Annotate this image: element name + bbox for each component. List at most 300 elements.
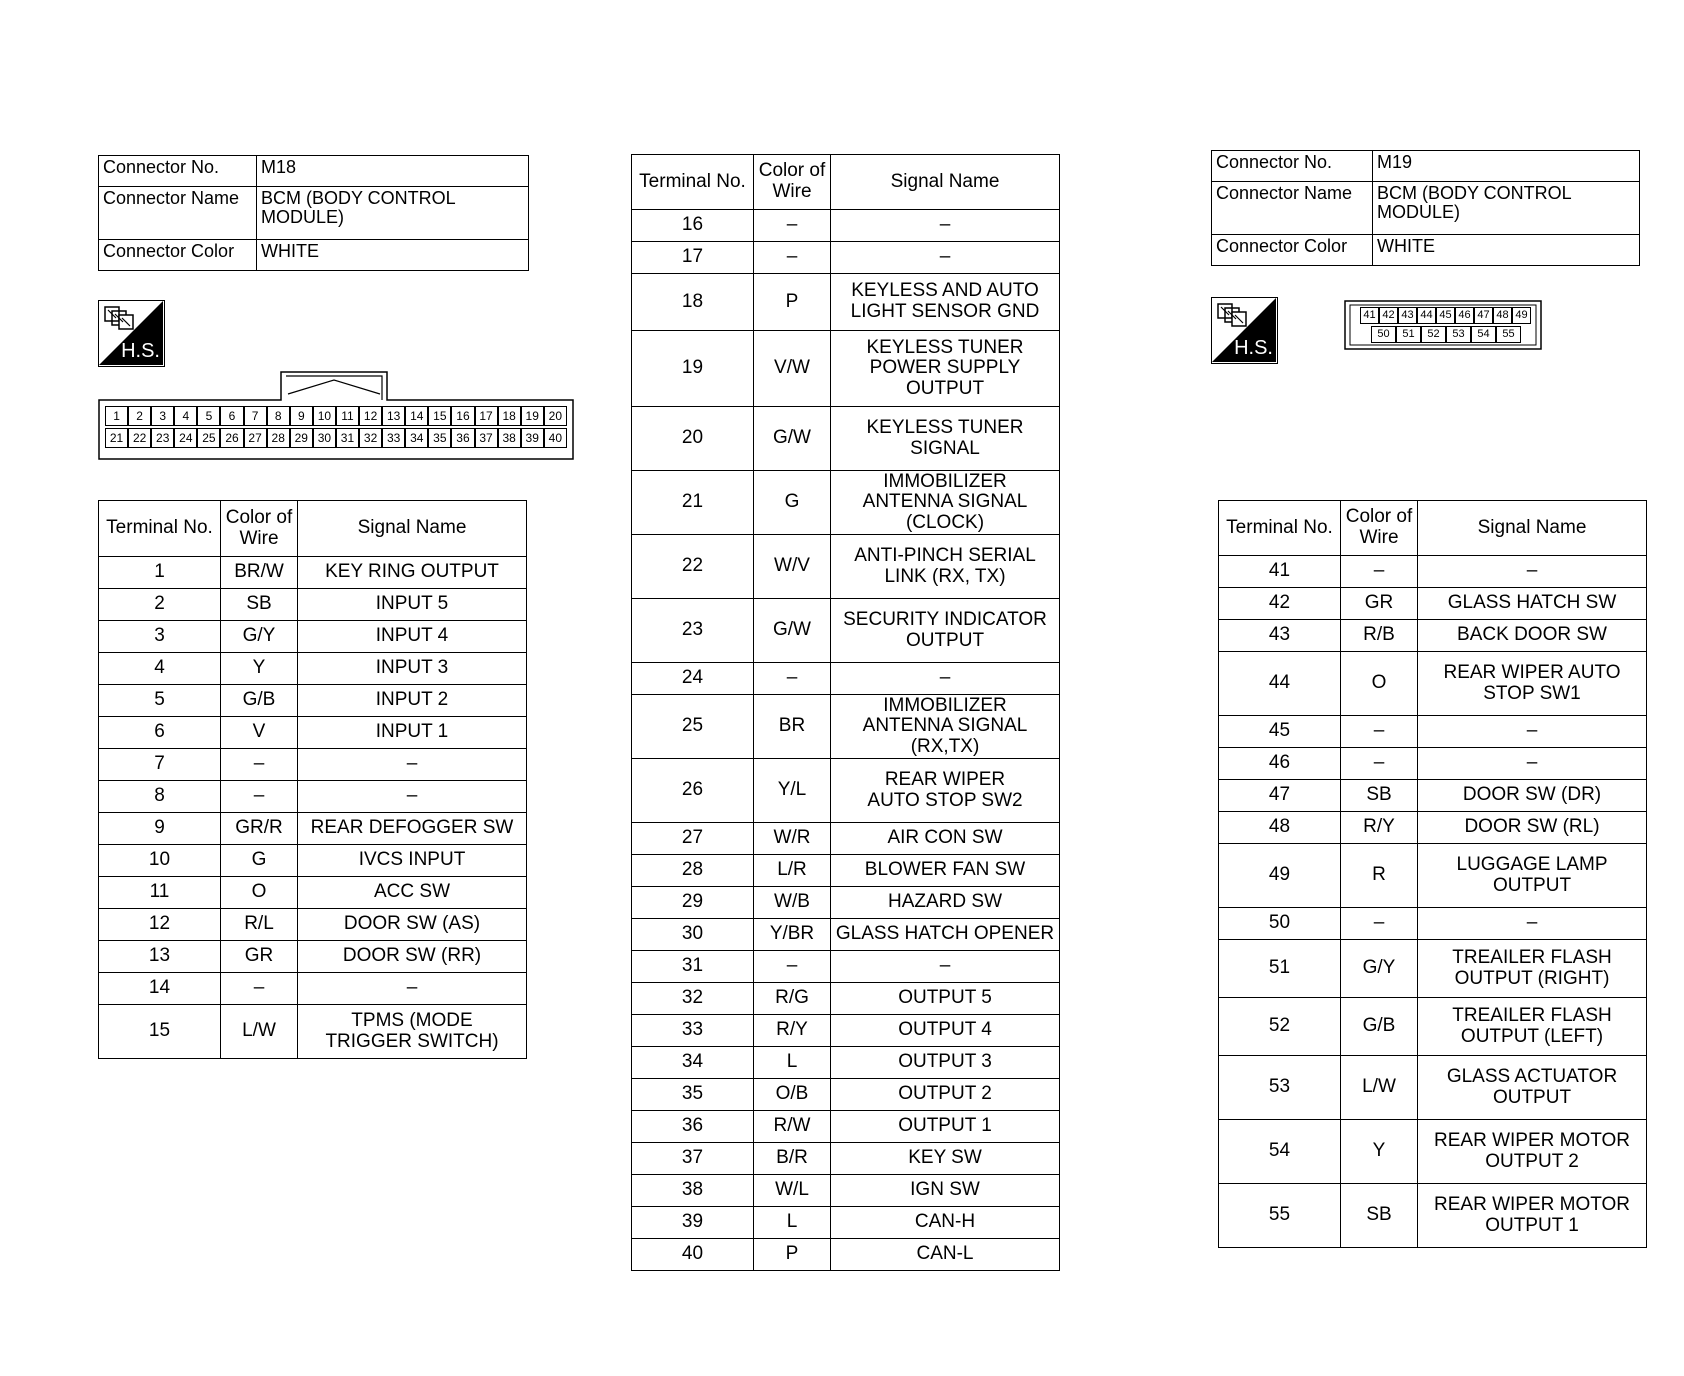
signal-name: KEYLESS AND AUTO LIGHT SENSOR GND: [831, 274, 1060, 331]
pin-cavity: 5: [197, 406, 220, 426]
table-row: [632, 331, 1060, 407]
connector-face-m18: [98, 370, 574, 460]
pin-cavity: 4: [174, 406, 197, 426]
wire-color: Y: [1341, 1120, 1418, 1184]
wire-color: R/Y: [754, 1015, 831, 1047]
signal-name: SECURITY INDICATOR OUTPUT: [831, 599, 1060, 663]
table-row: [632, 695, 1060, 759]
wire-color: Y: [221, 653, 298, 685]
pin-cavity: 7: [244, 406, 267, 426]
terminal-number: 20: [632, 407, 754, 471]
table-row: [632, 1239, 1060, 1271]
pin-cavity: 18: [498, 406, 521, 426]
terminal-number: 19: [632, 331, 754, 407]
signal-name: DOOR SW (RL): [1418, 812, 1647, 844]
terminal-number: 27: [632, 823, 754, 855]
table-row: [1219, 844, 1647, 908]
table-row: [632, 663, 1060, 695]
pin-row-bottom: [105, 428, 567, 448]
terminal-number: 28: [632, 855, 754, 887]
terminal-number: 54: [1219, 1120, 1341, 1184]
pin-cavity: 42: [1379, 307, 1398, 324]
terminal-number: 41: [1219, 556, 1341, 588]
terminal-number: 22: [632, 535, 754, 599]
wire-color: G: [221, 845, 298, 877]
wire-color: BR: [754, 695, 831, 759]
signal-name: KEYLESS TUNER SIGNAL: [831, 407, 1060, 471]
terminal-number: 42: [1219, 588, 1341, 620]
signal-name: CAN-L: [831, 1239, 1060, 1271]
pin-cavity: 3: [151, 406, 174, 426]
connector-info-m19: [1211, 150, 1640, 266]
terminal-number: 1: [99, 557, 221, 589]
table-row: [632, 823, 1060, 855]
pin-cavity: 46: [1455, 307, 1474, 324]
info-value: M19: [1373, 151, 1640, 182]
info-value: WHITE: [257, 240, 529, 271]
wire-color: V/W: [754, 331, 831, 407]
wire-color: W/B: [754, 887, 831, 919]
pin-cavity: 45: [1436, 307, 1455, 324]
signal-name: –: [1418, 556, 1647, 588]
table-row: [632, 983, 1060, 1015]
pin-cavity: 35: [428, 428, 451, 448]
terminal-number: 47: [1219, 780, 1341, 812]
pin-cavity: 26: [220, 428, 243, 448]
table-row: [632, 210, 1060, 242]
table-row: [1219, 940, 1647, 998]
pin-cavity: 54: [1471, 326, 1496, 343]
connector-info-row: [99, 156, 529, 187]
info-label: Connector No.: [99, 156, 257, 187]
table-row: [99, 685, 527, 717]
pin-cavity: 28: [267, 428, 290, 448]
pin-cavity: 21: [105, 428, 128, 448]
pin-cavity: 48: [1493, 307, 1512, 324]
terminal-number: 4: [99, 653, 221, 685]
pin-cavity: 41: [1360, 307, 1379, 324]
signal-name: TREAILER FLASH OUTPUT (LEFT): [1418, 998, 1647, 1056]
table-row: [632, 951, 1060, 983]
terminal-number: 51: [1219, 940, 1341, 998]
wire-color: G/Y: [221, 621, 298, 653]
table-row: [1219, 1184, 1647, 1248]
pin-cavity: 8: [267, 406, 290, 426]
table-row: [99, 973, 527, 1005]
pin-row-bottom: [1371, 326, 1521, 343]
wire-color: SB: [221, 589, 298, 621]
table-row: [632, 1143, 1060, 1175]
pin-cavity: 55: [1496, 326, 1521, 343]
pin-cavity: 25: [197, 428, 220, 448]
terminal-number: 10: [99, 845, 221, 877]
terminal-number: 34: [632, 1047, 754, 1079]
signal-name: INPUT 3: [298, 653, 527, 685]
table-row: [99, 845, 527, 877]
pin-cavity: 9: [290, 406, 313, 426]
header-signal: Signal Name: [1418, 501, 1647, 556]
terminal-number: 39: [632, 1207, 754, 1239]
terminal-number: 21: [632, 471, 754, 535]
table-row: [632, 1047, 1060, 1079]
wire-color: SB: [1341, 780, 1418, 812]
pin-cavity: 17: [475, 406, 498, 426]
terminal-number: 45: [1219, 716, 1341, 748]
connector-info-m18: [98, 155, 529, 271]
terminal-number: 23: [632, 599, 754, 663]
table-row: [1219, 620, 1647, 652]
terminal-number: 8: [99, 781, 221, 813]
signal-name: IGN SW: [831, 1175, 1060, 1207]
table-row: [99, 653, 527, 685]
info-value: M18: [257, 156, 529, 187]
signal-name: –: [831, 242, 1060, 274]
signal-name: REAR WIPER MOTOR OUTPUT 1: [1418, 1184, 1647, 1248]
table-row: [632, 1207, 1060, 1239]
signal-name: BLOWER FAN SW: [831, 855, 1060, 887]
pin-cavity: 12: [359, 406, 382, 426]
table-row: [99, 557, 527, 589]
hs-label: H.S.: [121, 340, 160, 362]
table-row: [1219, 1056, 1647, 1120]
wire-color: L: [754, 1047, 831, 1079]
terminal-table-m19: [1218, 500, 1647, 1248]
wire-color: Y/L: [754, 759, 831, 823]
wire-color: –: [754, 951, 831, 983]
signal-name: REAR DEFOGGER SW: [298, 813, 527, 845]
connector-info-row: [99, 240, 529, 271]
table-row: [632, 919, 1060, 951]
wire-color: G/W: [754, 407, 831, 471]
wire-color: O: [221, 877, 298, 909]
table-row: [632, 274, 1060, 331]
terminal-number: 50: [1219, 908, 1341, 940]
table-row: [1219, 748, 1647, 780]
pin-cavity: 33: [382, 428, 405, 448]
wire-color: –: [1341, 556, 1418, 588]
terminal-number: 2: [99, 589, 221, 621]
table-row: [99, 717, 527, 749]
signal-name: KEYLESS TUNER POWER SUPPLY OUTPUT: [831, 331, 1060, 407]
wire-color: –: [221, 973, 298, 1005]
wire-color: –: [1341, 908, 1418, 940]
wire-color: R/L: [221, 909, 298, 941]
terminal-number: 32: [632, 983, 754, 1015]
table-row: [632, 471, 1060, 535]
wire-color: –: [754, 210, 831, 242]
terminal-table-m18-part1: [98, 500, 527, 1059]
pin-cavity: 24: [174, 428, 197, 448]
terminal-number: 6: [99, 717, 221, 749]
terminal-number: 14: [99, 973, 221, 1005]
wire-color: R/Y: [1341, 812, 1418, 844]
signal-name: IMMOBILIZER ANTENNA SIGNAL (RX,TX): [831, 695, 1060, 759]
terminal-number: 55: [1219, 1184, 1341, 1248]
signal-name: BACK DOOR SW: [1418, 620, 1647, 652]
wire-color: GR: [1341, 588, 1418, 620]
terminal-number: 37: [632, 1143, 754, 1175]
wire-color: GR/R: [221, 813, 298, 845]
table-row: [1219, 1120, 1647, 1184]
pin-cavity: 29: [290, 428, 313, 448]
signal-name: DOOR SW (AS): [298, 909, 527, 941]
info-label: Connector Name: [1212, 182, 1373, 235]
wire-color: G/Y: [1341, 940, 1418, 998]
table-row: [632, 1175, 1060, 1207]
pin-cavity: 1: [105, 406, 128, 426]
signal-name: LUGGAGE LAMP OUTPUT: [1418, 844, 1647, 908]
header-terminal: Terminal No.: [99, 501, 221, 557]
wire-color: Y/BR: [754, 919, 831, 951]
table-row: [1219, 588, 1647, 620]
pin-cavity: 27: [244, 428, 267, 448]
signal-name: KEY SW: [831, 1143, 1060, 1175]
wire-color: R/B: [1341, 620, 1418, 652]
terminal-number: 24: [632, 663, 754, 695]
wire-color: W/V: [754, 535, 831, 599]
table-row: [99, 941, 527, 973]
info-value: BCM (BODY CONTROL MODULE): [257, 187, 529, 240]
terminal-number: 36: [632, 1111, 754, 1143]
connector-info-row: [1212, 235, 1640, 266]
signal-name: INPUT 2: [298, 685, 527, 717]
wire-color: L/R: [754, 855, 831, 887]
signal-name: DOOR SW (DR): [1418, 780, 1647, 812]
wire-color: SB: [1341, 1184, 1418, 1248]
table-header-row: [632, 155, 1060, 210]
signal-name: TREAILER FLASH OUTPUT (RIGHT): [1418, 940, 1647, 998]
connector-info-row: [1212, 182, 1640, 235]
pin-cavity: 2: [128, 406, 151, 426]
terminal-number: 53: [1219, 1056, 1341, 1120]
signal-name: –: [298, 781, 527, 813]
signal-name: IMMOBILIZER ANTENNA SIGNAL (CLOCK): [831, 471, 1060, 535]
pin-cavity: 47: [1474, 307, 1493, 324]
pin-cavity: 30: [313, 428, 336, 448]
pin-cavity: 34: [405, 428, 428, 448]
signal-name: –: [1418, 748, 1647, 780]
wire-color: O/B: [754, 1079, 831, 1111]
pin-cavity: 50: [1371, 326, 1396, 343]
wire-color: –: [221, 749, 298, 781]
pin-cavity: 44: [1417, 307, 1436, 324]
terminal-number: 52: [1219, 998, 1341, 1056]
pin-cavity: 31: [336, 428, 359, 448]
signal-name: –: [298, 973, 527, 1005]
signal-name: INPUT 4: [298, 621, 527, 653]
terminal-number: 43: [1219, 620, 1341, 652]
table-header-row: [99, 501, 527, 557]
signal-name: REAR WIPER AUTO STOP SW1: [1418, 652, 1647, 716]
table-row: [1219, 908, 1647, 940]
pin-cavity: 6: [220, 406, 243, 426]
table-row: [632, 1111, 1060, 1143]
terminal-number: 16: [632, 210, 754, 242]
table-row: [99, 1005, 527, 1059]
pin-cavity: 19: [521, 406, 544, 426]
wire-color: G/B: [221, 685, 298, 717]
signal-name: ANTI-PINCH SERIAL LINK (RX, TX): [831, 535, 1060, 599]
signal-name: –: [831, 210, 1060, 242]
signal-name: –: [298, 749, 527, 781]
wire-color: P: [754, 1239, 831, 1271]
wire-color: –: [754, 242, 831, 274]
wire-color: G/B: [1341, 998, 1418, 1056]
signal-name: DOOR SW (RR): [298, 941, 527, 973]
pin-cavity: 23: [151, 428, 174, 448]
table-header-row: [1219, 501, 1647, 556]
terminal-number: 38: [632, 1175, 754, 1207]
terminal-table-m18-part2: [631, 154, 1060, 1271]
terminal-number: 29: [632, 887, 754, 919]
table-row: [1219, 716, 1647, 748]
terminal-number: 9: [99, 813, 221, 845]
connector-face-m19: [1344, 300, 1542, 350]
pin-cavity: 38: [498, 428, 521, 448]
table-row: [1219, 998, 1647, 1056]
header-signal: Signal Name: [831, 155, 1060, 210]
pin-cavity: 13: [382, 406, 405, 426]
wire-color: R: [1341, 844, 1418, 908]
pin-cavity: 40: [544, 428, 567, 448]
table-row: [99, 877, 527, 909]
wire-color: GR: [221, 941, 298, 973]
pin-cavity: 32: [359, 428, 382, 448]
table-row: [99, 589, 527, 621]
signal-name: TPMS (MODE TRIGGER SWITCH): [298, 1005, 527, 1059]
signal-name: AIR CON SW: [831, 823, 1060, 855]
connector-info-row: [1212, 151, 1640, 182]
terminal-number: 13: [99, 941, 221, 973]
info-value: BCM (BODY CONTROL MODULE): [1373, 182, 1640, 235]
terminal-number: 40: [632, 1239, 754, 1271]
terminal-number: 12: [99, 909, 221, 941]
signal-name: OUTPUT 4: [831, 1015, 1060, 1047]
pin-cavity: 22: [128, 428, 151, 448]
table-row: [632, 855, 1060, 887]
info-label: Connector No.: [1212, 151, 1373, 182]
table-row: [99, 781, 527, 813]
info-value: WHITE: [1373, 235, 1640, 266]
pin-cavity: 15: [428, 406, 451, 426]
hs-label: H.S.: [1234, 337, 1273, 359]
table-row: [632, 535, 1060, 599]
table-row: [632, 242, 1060, 274]
terminal-number: 26: [632, 759, 754, 823]
terminal-number: 33: [632, 1015, 754, 1047]
header-color: Color of Wire: [221, 501, 298, 557]
signal-name: GLASS HATCH SW: [1418, 588, 1647, 620]
table-row: [632, 887, 1060, 919]
wire-color: R/W: [754, 1111, 831, 1143]
signal-name: –: [831, 951, 1060, 983]
pin-cavity: 52: [1421, 326, 1446, 343]
pin-cavity: 36: [451, 428, 474, 448]
terminal-number: 7: [99, 749, 221, 781]
terminal-number: 3: [99, 621, 221, 653]
pin-cavity: 37: [475, 428, 498, 448]
terminal-number: 18: [632, 274, 754, 331]
wire-color: L: [754, 1207, 831, 1239]
pin-cavity: 11: [336, 406, 359, 426]
header-color: Color of Wire: [754, 155, 831, 210]
signal-name: OUTPUT 1: [831, 1111, 1060, 1143]
signal-name: ACC SW: [298, 877, 527, 909]
terminal-number: 25: [632, 695, 754, 759]
wire-color: B/R: [754, 1143, 831, 1175]
terminal-number: 5: [99, 685, 221, 717]
header-signal: Signal Name: [298, 501, 527, 557]
info-label: Connector Color: [99, 240, 257, 271]
terminal-number: 46: [1219, 748, 1341, 780]
wire-color: –: [221, 781, 298, 813]
terminal-number: 49: [1219, 844, 1341, 908]
signal-name: –: [831, 663, 1060, 695]
table-row: [99, 749, 527, 781]
table-row: [1219, 652, 1647, 716]
signal-name: GLASS HATCH OPENER: [831, 919, 1060, 951]
signal-name: INPUT 1: [298, 717, 527, 749]
signal-name: IVCS INPUT: [298, 845, 527, 877]
header-color: Color of Wire: [1341, 501, 1418, 556]
signal-name: HAZARD SW: [831, 887, 1060, 919]
signal-name: –: [1418, 716, 1647, 748]
wire-color: P: [754, 274, 831, 331]
terminal-number: 15: [99, 1005, 221, 1059]
pin-cavity: 43: [1398, 307, 1417, 324]
table-row: [632, 1079, 1060, 1111]
terminal-number: 31: [632, 951, 754, 983]
table-row: [632, 599, 1060, 663]
signal-name: OUTPUT 5: [831, 983, 1060, 1015]
terminal-number: 48: [1219, 812, 1341, 844]
pin-row-top: [1360, 307, 1531, 324]
wire-color: W/L: [754, 1175, 831, 1207]
table-row: [99, 909, 527, 941]
pin-cavity: 16: [451, 406, 474, 426]
header-terminal: Terminal No.: [632, 155, 754, 210]
signal-name: –: [1418, 908, 1647, 940]
table-row: [1219, 556, 1647, 588]
signal-name: OUTPUT 3: [831, 1047, 1060, 1079]
table-row: [632, 759, 1060, 823]
signal-name: REAR WIPER AUTO STOP SW2: [831, 759, 1060, 823]
table-row: [632, 1015, 1060, 1047]
pin-cavity: 10: [313, 406, 336, 426]
table-row: [99, 621, 527, 653]
signal-name: CAN-H: [831, 1207, 1060, 1239]
wire-color: O: [1341, 652, 1418, 716]
wire-color: BR/W: [221, 557, 298, 589]
table-row: [1219, 812, 1647, 844]
pin-cavity: 20: [544, 406, 567, 426]
wire-color: W/R: [754, 823, 831, 855]
wire-color: L/W: [1341, 1056, 1418, 1120]
info-label: Connector Name: [99, 187, 257, 240]
terminal-number: 11: [99, 877, 221, 909]
pin-cavity: 53: [1446, 326, 1471, 343]
terminal-number: 17: [632, 242, 754, 274]
terminal-number: 35: [632, 1079, 754, 1111]
pin-cavity: 39: [521, 428, 544, 448]
wire-color: –: [1341, 716, 1418, 748]
terminal-number: 44: [1219, 652, 1341, 716]
table-row: [99, 813, 527, 845]
signal-name: GLASS ACTUATOR OUTPUT: [1418, 1056, 1647, 1120]
signal-name: REAR WIPER MOTOR OUTPUT 2: [1418, 1120, 1647, 1184]
pin-row-top: [105, 406, 567, 426]
harness-side-icon: [1211, 297, 1278, 364]
